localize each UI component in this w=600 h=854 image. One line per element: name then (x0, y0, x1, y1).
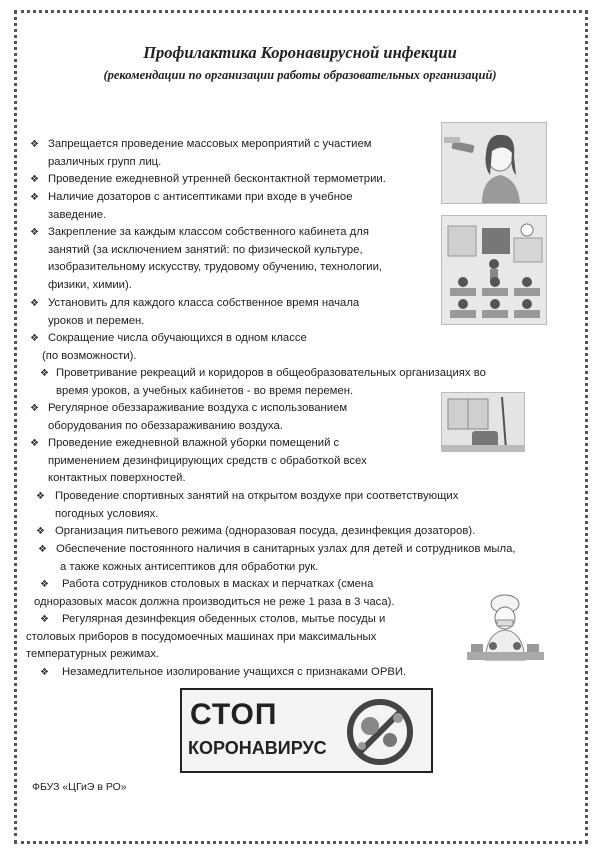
list-item-line: Проветривание рекреаций и коридоров в общеобразовательных организациях во (56, 367, 486, 379)
list-item-line: температурных режимах. (26, 648, 160, 661)
page-subtitle: (рекомендации по организации работы образовательных организаций) (103, 68, 497, 82)
list-item (26, 611, 386, 664)
list-item-line: уроков и перемен. (48, 314, 145, 327)
list-item (48, 224, 382, 294)
list-bullet-icon: ❖ (40, 368, 49, 379)
list-item-line: погодных условиях. (55, 507, 159, 520)
list-item (55, 488, 458, 523)
list-item (48, 295, 359, 330)
list-bullet-icon: ❖ (36, 491, 45, 502)
list-bullet-icon: ❖ (30, 298, 39, 309)
list-item (55, 523, 475, 541)
cleaning-illustration (441, 392, 525, 452)
list-item-line: изобразительному искусству, трудовому обучению, технологии, (48, 261, 383, 274)
list-item-line: время уроков, а учебных кабинетов - во время перемен. (56, 384, 354, 397)
list-item-line: Запрещается проведение массовых мероприятий с участием (48, 138, 372, 150)
list-item (48, 171, 386, 189)
list-item-line: одноразовых масок должна производиться не реже 1 раза в 3 часа). (34, 595, 395, 608)
list-bullet-icon: ❖ (30, 227, 39, 238)
list-item-line: оборудования по обеззараживанию воздуха. (48, 419, 283, 432)
list-item-line: физики, химии). (48, 278, 132, 291)
virus-crossed-icon (332, 696, 428, 770)
list-item-line: столовых приборов в посудомоечных машинах при максимальных (26, 630, 377, 643)
list-item-line: занятий (за исключением занятий: по физической культуре, (48, 243, 363, 256)
stop-coronavirus-banner (180, 688, 433, 773)
list-bullet-icon: ❖ (40, 579, 49, 590)
list-item (62, 664, 406, 682)
list-item-line: контактных поверхностей. (48, 472, 186, 485)
list-item (42, 330, 307, 365)
list-item-line: Обеспечение постоянного наличия в санитарных узлах для детей и сотрудников мыла, (56, 543, 516, 555)
list-bullet-icon: ❖ (40, 667, 49, 678)
list-item-line: Незамедлительное изолирование учащихся с признаками ОРВИ. (62, 666, 407, 678)
list-item-line: а также кожных антисептиков для обработки рук. (60, 560, 319, 573)
classroom-illustration (441, 215, 547, 325)
list-item-line: Организация питьевого режима (одноразовая посуда, дезинфекция дозаторов). (55, 525, 476, 537)
list-bullet-icon: ❖ (30, 192, 39, 203)
list-item-line: Регулярная дезинфекция обеденных столов, мытье посуды и (62, 613, 386, 625)
canteen-worker-illustration (463, 590, 548, 670)
list-bullet-icon: ❖ (30, 174, 39, 185)
organization-footer: ФБУЗ «ЦГиЭ в РО» (32, 781, 127, 793)
banner-stop-text: СТОП (190, 698, 278, 731)
list-item-line: Проведение спортивных занятий на открытом воздухе при соответствующих (55, 490, 459, 502)
list-item-line: Проведение ежедневной утренней бесконтактной термометрии. (48, 173, 386, 185)
list-item-line: Работа сотрудников столовых в масках и перчатках (смена (62, 578, 374, 590)
list-item-line: Сокращение числа обучающихся в одном классе (48, 332, 307, 344)
list-bullet-icon: ❖ (30, 438, 39, 449)
list-item (48, 435, 367, 488)
thermometry-illustration (441, 122, 547, 204)
list-item-line: Закрепление за каждым классом собственного кабинета для (48, 226, 369, 238)
list-item-line: Установить для каждого класса собственное время начала (48, 297, 360, 309)
list-item-line: применением дезинфицирующих средств с обработкой всех (48, 454, 367, 467)
list-item (34, 576, 395, 611)
list-item (48, 400, 347, 435)
list-item-line: Наличие дозаторов с антисептиками при входе в учебное (48, 191, 353, 203)
list-item-line: заведение. (48, 208, 107, 221)
list-item-line: различных групп лиц. (48, 155, 162, 168)
list-item (56, 541, 516, 576)
list-item (56, 365, 486, 400)
list-bullet-icon: ❖ (30, 139, 39, 150)
list-bullet-icon: ❖ (30, 333, 39, 344)
list-item-line: (по возможности). (42, 349, 137, 362)
list-item (48, 189, 353, 224)
list-bullet-icon: ❖ (30, 403, 39, 414)
banner-coronavirus-text: КОРОНАВИРУС (188, 738, 327, 758)
page-title: Профилактика Коронавирусной инфекции (143, 43, 457, 62)
list-bullet-icon: ❖ (40, 614, 49, 625)
list-item-line: Регулярное обеззараживание воздуха с использованием (48, 402, 348, 414)
list-item (48, 136, 372, 171)
list-bullet-icon: ❖ (38, 544, 47, 555)
list-bullet-icon: ❖ (36, 526, 45, 537)
list-item-line: Проведение ежедневной влажной уборки помещений с (48, 437, 340, 449)
